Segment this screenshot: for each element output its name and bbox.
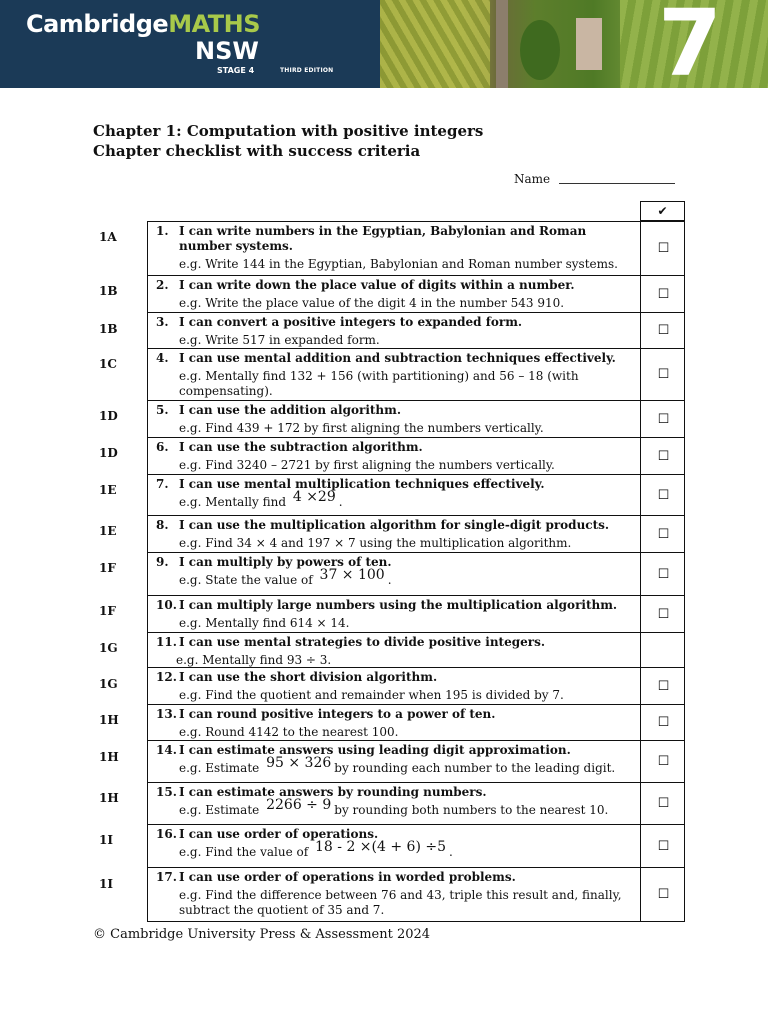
checklist-row	[147, 313, 685, 349]
name-field[interactable]	[559, 183, 675, 184]
checklist-row	[147, 276, 685, 313]
example-prefix: e.g. Find 3240 – 2721 by first aligning the numbers vertically.	[179, 458, 555, 472]
section-code: 1D	[99, 446, 118, 460]
checkbox[interactable]: ☐	[657, 448, 670, 464]
example-prefix: e.g. Mentally find 93 ÷ 3.	[176, 653, 332, 667]
section-code: 1H	[99, 713, 119, 727]
brand-cambridge: Cambridge	[26, 10, 169, 38]
example-suffix: by rounding each number to the leading digit.	[334, 761, 616, 775]
example-text	[156, 489, 632, 510]
criterion-number: 16.	[156, 827, 177, 841]
section-code: 1B	[99, 322, 118, 336]
example-text	[156, 797, 632, 818]
checkbox[interactable]: ☐	[657, 367, 670, 382]
criterion-text: I can use order of operations.	[179, 827, 379, 841]
example-text	[156, 257, 632, 272]
checkbox[interactable]: ☐	[657, 526, 670, 542]
checklist-row	[147, 401, 685, 438]
criterion-cell	[148, 596, 641, 632]
section-code: 1H	[99, 791, 119, 805]
criterion-text: I can estimate answers using leading digit approximation.	[179, 743, 571, 757]
example-suffix: by rounding both numbers to the nearest 10.	[334, 803, 609, 817]
checklist-title: Chapter checklist with success criteria	[93, 142, 421, 160]
example-prefix: e.g. Write 144 in the Egyptian, Babylonian and Roman number systems.	[179, 257, 618, 271]
criterion-cell	[148, 276, 641, 312]
criterion-cell	[148, 553, 641, 595]
example-suffix: .	[449, 845, 453, 859]
checkbox[interactable]: ☐	[657, 887, 670, 902]
checkbox[interactable]: ☐	[657, 241, 670, 256]
checkmark-header: ✔	[640, 201, 685, 221]
example-text	[156, 688, 632, 703]
example-text	[156, 653, 632, 668]
checklist-row	[147, 553, 685, 596]
example-text	[156, 839, 632, 860]
criterion-text: I can multiply by powers of ten.	[179, 555, 392, 569]
criterion-number: 11.	[156, 635, 177, 649]
example-text	[156, 369, 632, 399]
example-text	[156, 755, 632, 776]
example-text	[156, 616, 632, 631]
criterion-cell	[148, 783, 641, 824]
checklist-row	[147, 516, 685, 553]
math-expression: 2266 ÷ 9	[266, 797, 332, 813]
book-number: 7	[658, 0, 723, 88]
section-code: 1D	[99, 409, 118, 423]
criterion-cell	[148, 438, 641, 474]
criterion-text: I can round positive integers to a power of ten.	[179, 707, 496, 721]
criterion-number: 8.	[156, 518, 169, 532]
criterion-number: 2.	[156, 278, 169, 292]
criterion-text: I can use order of operations in worded problems.	[179, 870, 516, 884]
example-prefix: e.g. Find 34 × 4 and 197 × 7 using the multiplication algorithm.	[179, 536, 572, 550]
checkbox[interactable]: ☐	[657, 754, 670, 769]
criterion-number: 17.	[156, 870, 177, 884]
example-text	[156, 888, 632, 918]
criterion-cell	[148, 222, 641, 275]
criterion-cell	[148, 633, 641, 667]
checkbox[interactable]: ☐	[657, 323, 670, 338]
criterion-number: 10.	[156, 598, 177, 612]
math-expression: 95 × 326	[266, 755, 332, 771]
criterion-text: I can use mental strategies to divide positive integers.	[179, 635, 546, 649]
criterion-cell	[148, 401, 641, 437]
chapter-title: Chapter 1: Computation with positive integers	[93, 122, 484, 140]
criterion-text: I can write numbers in the Egyptian, Babylonian and Roman number systems.	[179, 224, 587, 253]
checkbox[interactable]: ☐	[657, 796, 670, 811]
example-text	[156, 421, 632, 436]
checkbox[interactable]: ☐	[657, 487, 670, 503]
example-prefix: e.g. Find the difference between 76 and 43, triple this result and, finally, subtract the quotient of 35 and 7.	[179, 888, 622, 917]
brand-logo	[26, 10, 334, 75]
section-code: 1F	[99, 561, 116, 575]
math-expression: 18 - 2 ×(4 + 6) ÷5	[315, 839, 446, 855]
criterion-cell	[148, 825, 641, 867]
example-text	[156, 536, 632, 551]
criterion-text: I can use the addition algorithm.	[179, 403, 402, 417]
section-code: 1G	[99, 677, 118, 691]
criterion-number: 6.	[156, 440, 169, 454]
brand-stage: STAGE 4	[217, 66, 255, 75]
section-code: 1C	[99, 357, 117, 371]
section-code: 1E	[99, 483, 117, 497]
example-prefix: e.g. Round 4142 to the nearest 100.	[179, 725, 399, 739]
example-prefix: e.g. Estimate	[179, 803, 260, 817]
brand-edition: THIRD EDITION	[280, 67, 334, 74]
section-code: 1F	[99, 604, 116, 618]
checkbox[interactable]: ☐	[657, 411, 670, 427]
criterion-number: 5.	[156, 403, 169, 417]
criterion-number: 9.	[156, 555, 169, 569]
example-prefix: e.g. Write 517 in expanded form.	[179, 333, 380, 347]
example-text	[156, 333, 632, 348]
section-code: 1B	[99, 284, 118, 298]
criterion-number: 13.	[156, 707, 177, 721]
example-prefix: e.g. Mentally find	[179, 495, 287, 509]
example-suffix: .	[338, 495, 343, 509]
checklist-row	[147, 741, 685, 783]
example-prefix: e.g. Mentally find 614 × 14.	[179, 616, 350, 630]
criterion-number: 3.	[156, 315, 169, 329]
criterion-text: I can convert a positive integers to expanded form.	[179, 315, 523, 329]
criterion-text: I can write down the place value of digits within a number.	[179, 278, 575, 292]
criterion-cell	[148, 741, 641, 782]
criterion-text: I can estimate answers by rounding numbers.	[179, 785, 487, 799]
criterion-cell	[148, 313, 641, 348]
section-code: 1E	[99, 524, 117, 538]
checkbox	[657, 633, 670, 667]
example-text	[156, 725, 632, 740]
header-banner	[0, 0, 768, 88]
math-expression: 37 × 100	[319, 567, 385, 583]
section-code: 1I	[99, 877, 113, 891]
checklist-row	[147, 868, 685, 922]
checkbox[interactable]: ☐	[657, 566, 670, 582]
example-prefix: e.g. Mentally find 132 + 156 (with partitioning) and 56 – 18 (with compensating).	[179, 369, 579, 398]
checklist-row	[147, 349, 685, 401]
criterion-number: 12.	[156, 670, 177, 684]
criterion-number: 4.	[156, 351, 169, 365]
brand-nsw: NSW	[195, 37, 259, 65]
copyright-footer: © Cambridge University Press & Assessment 2024	[93, 927, 431, 942]
math-expression: 4 ×29	[292, 489, 336, 505]
criterion-text: I can multiply large numbers using the multiplication algorithm.	[179, 598, 618, 612]
example-text	[156, 458, 632, 473]
example-prefix: e.g. Write the place value of the digit 4 in the number 543 910.	[179, 296, 565, 310]
criterion-text: I can use mental addition and subtraction techniques effectively.	[179, 351, 616, 365]
checkbox[interactable]: ☐	[657, 678, 670, 694]
checkbox[interactable]: ☐	[657, 606, 670, 622]
section-code: 1G	[99, 641, 118, 655]
criterion-cell	[148, 475, 641, 515]
criterion-text: I can use the short division algorithm.	[179, 670, 438, 684]
section-code: 1H	[99, 750, 119, 764]
criterion-cell	[148, 349, 641, 400]
checklist-row	[147, 705, 685, 741]
checklist-row	[147, 668, 685, 705]
checklist-row	[147, 596, 685, 633]
criterion-cell	[148, 516, 641, 552]
example-prefix: e.g. Find the quotient and remainder when 195 is divided by 7.	[179, 688, 564, 702]
criterion-text: I can use the subtraction algorithm.	[179, 440, 423, 454]
criterion-cell	[148, 868, 641, 921]
example-text	[156, 567, 632, 588]
criterion-text: I can use the multiplication algorithm for single-digit products.	[179, 518, 610, 532]
checklist-row	[147, 633, 685, 668]
example-suffix: .	[387, 573, 392, 587]
example-text	[156, 296, 632, 311]
brand-maths: MATHS	[168, 10, 261, 38]
section-code: 1A	[99, 230, 117, 244]
example-prefix: e.g. Find 439 + 172 by first aligning the numbers vertically.	[179, 421, 544, 435]
criterion-number: 15.	[156, 785, 177, 799]
example-prefix: e.g. Find the value of	[179, 845, 309, 859]
checkbox[interactable]: ☐	[657, 838, 670, 854]
checklist-row	[147, 221, 685, 276]
checkbox[interactable]: ☐	[657, 715, 670, 730]
section-code: 1I	[99, 833, 113, 847]
example-prefix: e.g. Estimate	[179, 761, 260, 775]
criterion-cell	[148, 668, 641, 704]
criterion-text: I can use mental multiplication techniques effectively.	[179, 477, 545, 491]
criterion-number: 7.	[156, 477, 169, 491]
checkbox[interactable]: ☐	[657, 286, 670, 302]
checklist-row	[147, 475, 685, 516]
criterion-cell	[148, 705, 641, 740]
checklist-row	[147, 783, 685, 825]
name-label: Name	[514, 172, 551, 186]
criterion-number: 1.	[156, 224, 169, 238]
checklist-row	[147, 438, 685, 475]
example-prefix: e.g. State the value of	[179, 573, 313, 587]
criterion-number: 14.	[156, 743, 177, 757]
checklist-row	[147, 825, 685, 868]
